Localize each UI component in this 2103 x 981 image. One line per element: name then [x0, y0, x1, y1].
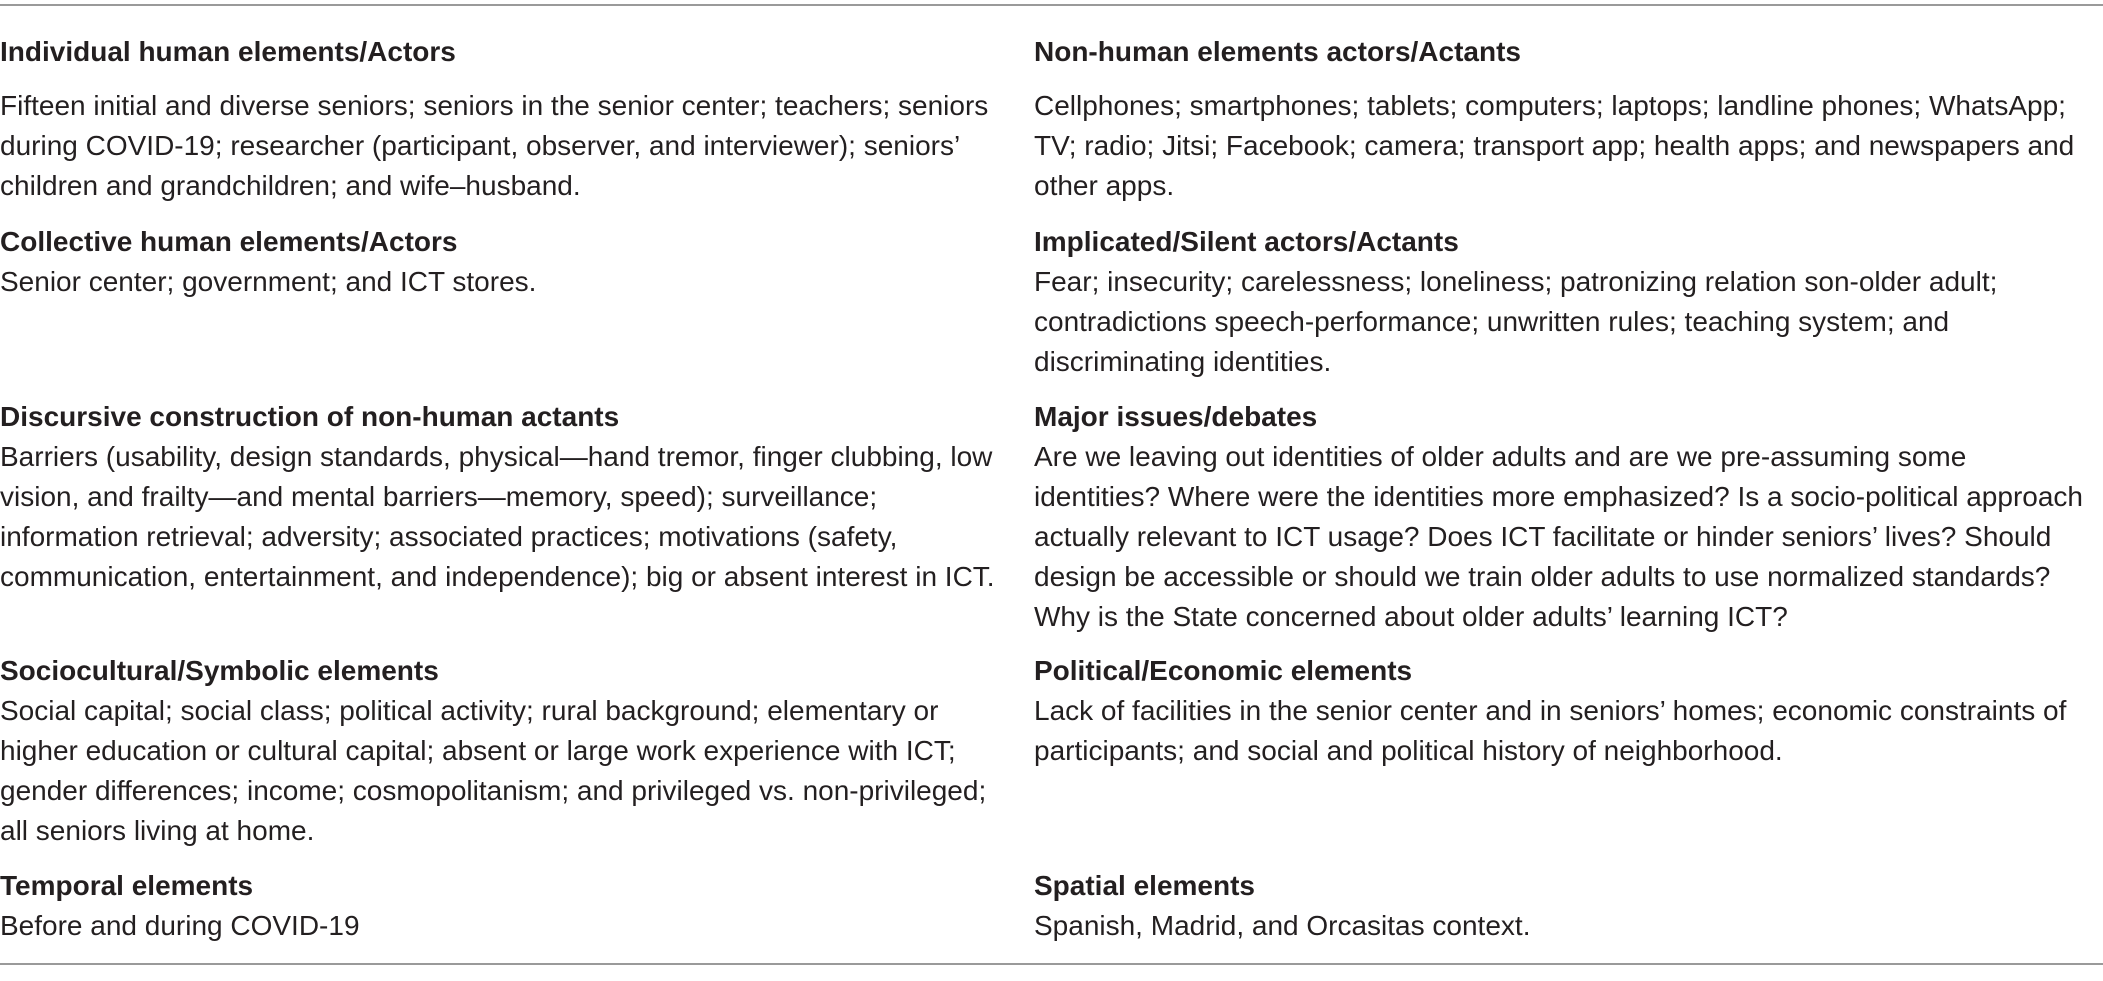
table-bottom-rule [0, 963, 2103, 965]
cell-text: Barriers (usability, design standards, physical—hand tremor, finger clubbing, low vision, and frailty—and mental barriers—memory, speed); surveillance; information retrieval; adversity; associated practices; motivations (safety, communication, entertainment, and independence); big or absent interest in ICT. [0, 441, 995, 592]
cell-discursive-construction [0, 397, 1020, 597]
cell-non-human-elements [1034, 32, 2100, 206]
cell-heading: Spatial elements [1034, 870, 1255, 901]
cell-text: Cellphones; smartphones; tablets; computers; laptops; landline phones; WhatsApp; TV; radio; Jitsi; Facebook; camera; transport app; health apps; and newspapers and other apps. [1034, 90, 2075, 201]
cell-text: Fifteen initial and diverse seniors; seniors in the senior center; teachers; seniors during COVID-19; researcher (participant, observer, and interviewer); seniors’ children and grandchildren; and wife–husband. [0, 90, 989, 201]
cell-temporal-elements [0, 866, 1020, 946]
cell-major-issues-debates [1034, 397, 2100, 637]
cell-implicated-silent-actors [1034, 222, 2100, 382]
cell-text: Lack of facilities in the senior center and in seniors’ homes; economic constraints of participants; and social and political history of neighborhood. [1034, 695, 2067, 766]
cell-political-economic-elements [1034, 651, 2100, 771]
cell-heading: Collective human elements/Actors [0, 226, 458, 257]
cell-heading: Implicated/Silent actors/Actants [1034, 226, 1459, 257]
cell-heading: Temporal elements [0, 870, 254, 901]
cell-text: Social capital; social class; political activity; rural background; elementary or higher education or cultural capital; absent or large work experience with ICT; gender differences; income; cosmopolitanism; and privileged vs. non-privileged; all seniors living at home. [0, 695, 987, 846]
cell-text: Before and during COVID-19 [0, 910, 360, 941]
cell-spatial-elements [1034, 866, 2100, 946]
cell-text: Senior center; government; and ICT stores. [0, 266, 537, 297]
cell-text: Are we leaving out identities of older adults and are we pre-assuming some identities? Where were the identities more emphasized? Is a socio-political approach actually relevant to ICT usage? Does ICT facilitate or hinder seniors’ lives? Should design be accessible or should we train older adults to use normalized standards? Why is the State concerned about older adults’ learning ICT? [1034, 441, 2083, 632]
cell-heading: Individual human elements/Actors [0, 36, 456, 67]
cell-heading: Major issues/debates [1034, 401, 1318, 432]
table-top-rule [0, 4, 2103, 6]
cell-heading: Political/Economic elements [1034, 655, 1413, 686]
cell-sociocultural-symbolic-elements [0, 651, 1020, 851]
cell-collective-human-elements [0, 222, 1020, 302]
cell-individual-human-elements [0, 32, 1020, 206]
cell-heading: Sociocultural/Symbolic elements [0, 655, 439, 686]
cell-text: Fear; insecurity; carelessness; loneliness; patronizing relation son-older adult; contradictions speech-performance; unwritten rules; teaching system; and discriminating identities. [1034, 266, 1998, 377]
cell-text: Spanish, Madrid, and Orcasitas context. [1034, 910, 1531, 941]
cell-heading: Discursive construction of non-human actants [0, 401, 620, 432]
cell-heading: Non-human elements actors/Actants [1034, 36, 1521, 67]
